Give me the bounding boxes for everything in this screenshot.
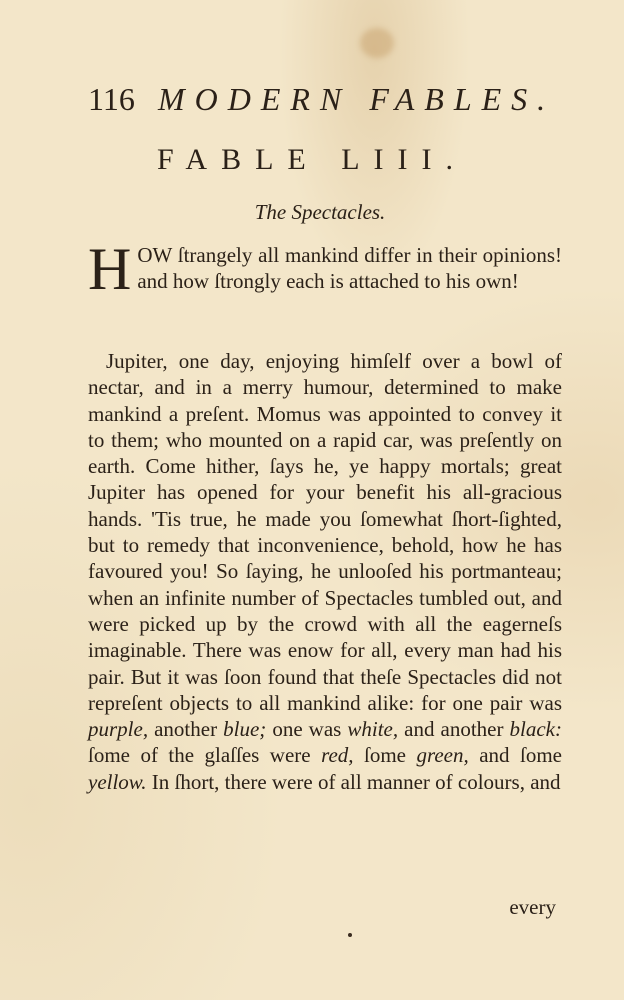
catchword: every: [509, 895, 556, 919]
body-text-2: another: [148, 717, 224, 742]
body-text-3: one was: [266, 717, 348, 742]
word-yellow: yellow.: [88, 769, 147, 794]
body-text-6: ſome: [353, 743, 417, 768]
word-white: white,: [347, 717, 399, 742]
word-black: black:: [509, 717, 562, 742]
body-text-8: In ſhort, there were of all manner of colours, and: [146, 769, 561, 794]
word-blue: blue;: [223, 717, 267, 742]
body-text-1: Jupiter, one day, enjoying himſelf over a bowl of nectar, and in a merry humour, determined to make mankind a preſent. Momus was appointed to convey it to them; who mounted on a rapid car, was preſently on earth. Come hither, ſays he, ye happy mortals; great Jupiter has opened for your benefit his all-gracious hands. 'Tis true, he made you ſomewhat ſhort-ſighted, but to remedy that inconvenience, behold, how he has favoured you! So ſaying, he unlooſed his portmanteau; when an infinite number of Spectacles tumbled out, and were picked up by the crowd with all the eagerneſs imaginable. There was enow for all, every man had his pair. But it was ſoon found that theſe Spectacles did not repreſent objects to all mankind alike: for one pair was: [88, 349, 562, 715]
body-text-7: and ſome: [468, 743, 562, 768]
body-text-4: and another: [398, 717, 510, 742]
paper-stain: [360, 28, 394, 58]
word-green: green,: [416, 743, 469, 768]
signature-mark: [348, 933, 352, 937]
body-paragraph: [88, 348, 562, 795]
drop-cap: H: [88, 236, 132, 302]
fable-subtitle: The Spectacles.: [254, 200, 386, 224]
intro-paragraph: [88, 236, 562, 302]
word-purple: purple,: [88, 717, 149, 742]
body-text-5: ſome of the glaſſes were: [88, 743, 322, 768]
intro-text: OW ſtrangely all mankind differ in their opinions! and how ſtrongly each is attached to his own!: [137, 243, 562, 294]
running-title: MODERN FABLES.: [158, 81, 556, 117]
word-red: red,: [321, 743, 354, 768]
page-number: 116: [88, 81, 135, 117]
fable-title: FABLE LIII.: [156, 143, 468, 176]
